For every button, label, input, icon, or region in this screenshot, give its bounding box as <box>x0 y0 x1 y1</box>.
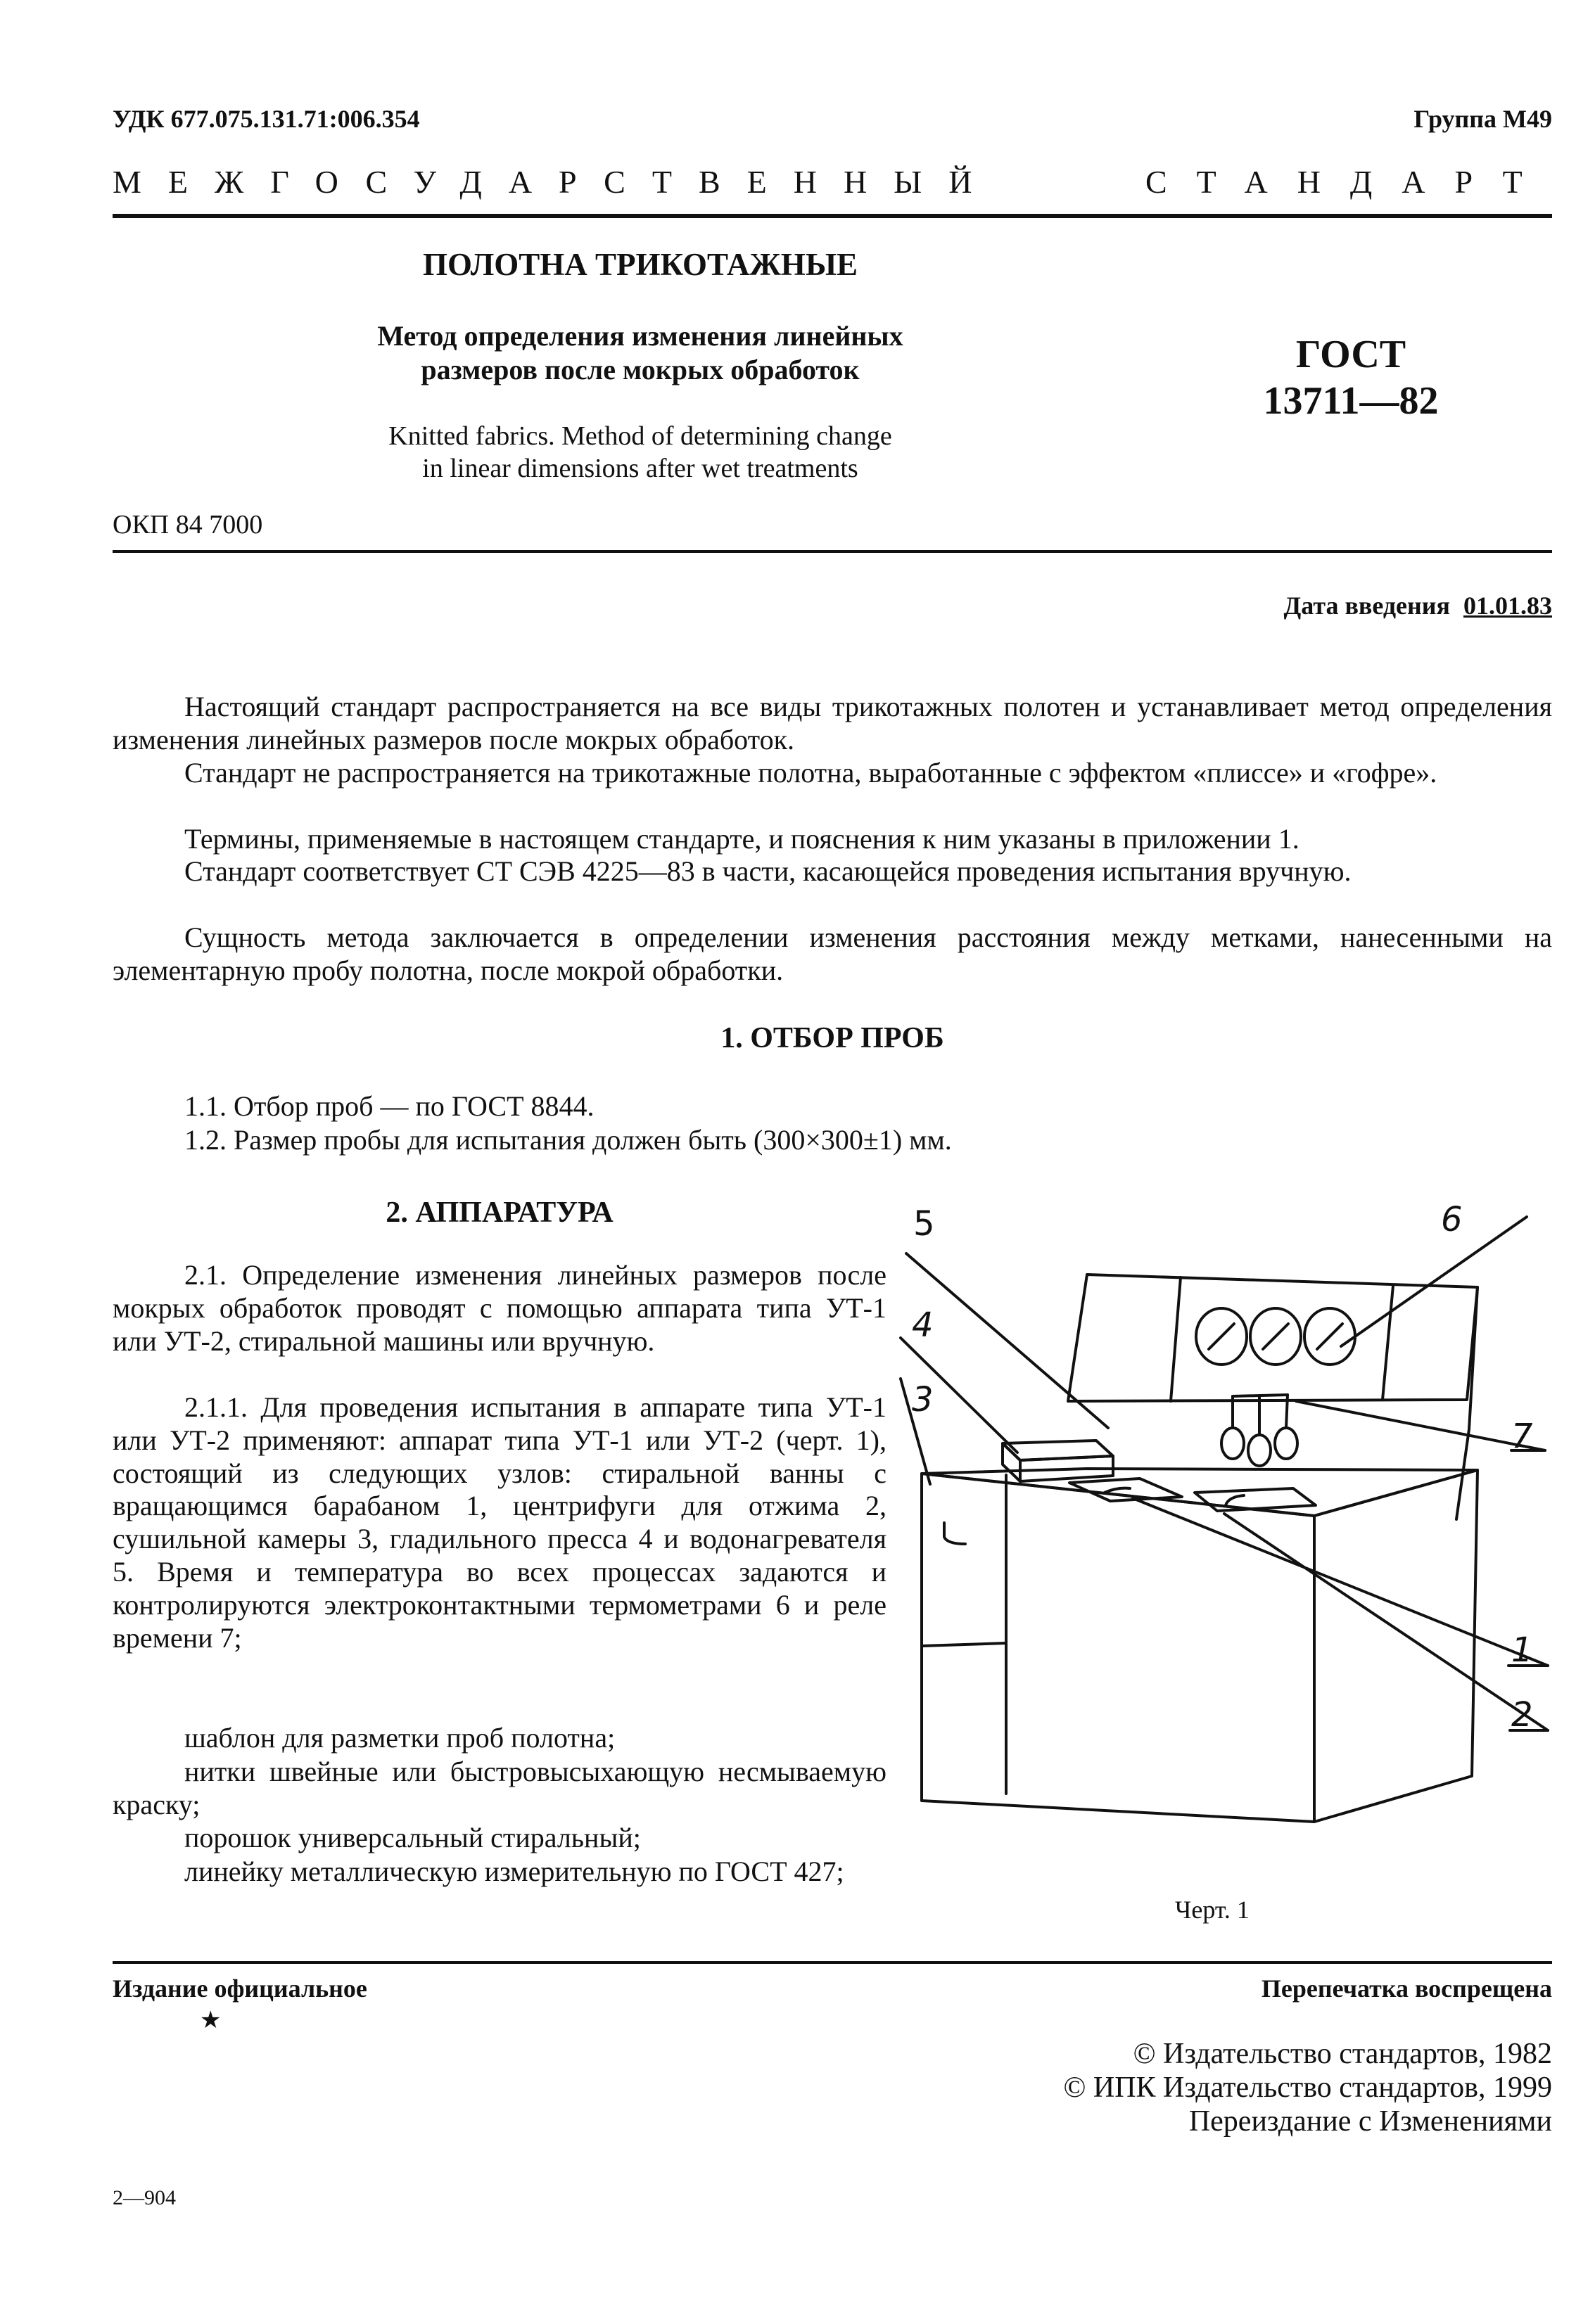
equipment-item-template: шаблон для разметки проб полотна; <box>184 1722 616 1754</box>
intro-paragraph-3: Термины, применяемые в настоящем стандарте, и пояснения к ним указаны в приложении 1. <box>184 823 1299 855</box>
washing-drum-lid <box>1069 1479 1182 1501</box>
english-title-line-1: Knitted fabrics. Method of determining change <box>388 421 892 451</box>
section-1-item-2: 1.2. Размер пробы для испытания должен быть (300×300±1) мм. <box>184 1124 952 1156</box>
centrifuge-lid <box>1195 1488 1316 1511</box>
apparatus-drawing <box>894 1189 1555 1934</box>
ironing-press <box>1003 1441 1113 1481</box>
gost-label: ГОСТ <box>1295 333 1406 376</box>
cabinet-front <box>922 1474 1314 1822</box>
section-1-item-1: 1.1. Отбор проб — по ГОСТ 8844. <box>184 1090 595 1122</box>
banner-left: МЕЖГОСУДАРСТВЕННЫЙ <box>113 164 999 200</box>
intro-paragraph-1: Настоящий стандарт распространяется на все виды трикотажных полотен и устанавливает метод определения изменения линейных размеров после мокрых обработок. <box>113 691 1552 755</box>
equipment-item-powder: порошок универсальный стиральный; <box>184 1822 641 1853</box>
copyright-1999: © ИПК Издательство стандартов, 1999 <box>1063 2071 1552 2104</box>
reprint-prohibited: Перепечатка воспрещена <box>1261 1974 1552 2003</box>
footer-rule <box>113 1961 1552 1964</box>
english-title-line-2: in linear dimensions after wet treatments <box>422 454 858 483</box>
section-1-heading: 1. ОТБОР ПРОБ <box>720 1022 944 1054</box>
intro-paragraph-2: Стандарт не распространяется на трикотажные полотна, выработанные с эффектом «плиссе» и «гофре». <box>184 757 1437 788</box>
intro-date <box>1284 591 1553 620</box>
figure-caption: Черт. 1 <box>1175 1896 1250 1924</box>
copyright-1982: © Издательство стандартов, 1982 <box>1133 2038 1552 2070</box>
cabinet-side <box>1314 1470 1478 1822</box>
banner-right: СТАНДАРТ <box>1145 164 1552 200</box>
page-code: 2—904 <box>113 2186 176 2209</box>
figure-label-3: 3 <box>912 1380 934 1419</box>
figure-label-5: 5 <box>913 1204 935 1244</box>
dryer-handle <box>944 1523 965 1544</box>
figure-label-7: 7 <box>1511 1417 1533 1456</box>
udk-code: УДК 677.075.131.71:006.354 <box>113 105 420 133</box>
subtitle-line-2: размеров после мокрых обработок <box>421 354 860 385</box>
intro-date-value: 01.01.83 <box>1463 592 1552 620</box>
gost-number: 13711—82 <box>1263 379 1439 423</box>
intro-paragraph-5: Сущность метода заключается в определении изменения расстояния между метками, нанесенными на элементарную пробу полотна, после мокрой обработки. <box>113 921 1552 986</box>
reissue-note: Переиздание с Изменениями <box>1188 2105 1552 2138</box>
okp-code: ОКП 84 7000 <box>113 510 263 540</box>
figure-label-4: 4 <box>912 1305 934 1345</box>
section-2-heading: 2. АППАРАТУРА <box>386 1196 614 1229</box>
document-title: ПОЛОТНА ТРИКОТАЖНЫЕ <box>422 247 858 282</box>
figure-label-2: 2 <box>1511 1695 1533 1735</box>
timer-relay <box>1221 1395 1297 1466</box>
title-rule <box>113 550 1552 553</box>
figure-label-1: 1 <box>1511 1630 1533 1670</box>
official-edition: Издание официальное <box>113 1974 367 2003</box>
paragraph-2-1-1: 2.1.1. Для проведения испытания в аппарате типа УТ-1 или УТ-2 применяют: аппарат типа УТ-1 или УТ-2 (черт. 1), состоящий из следующих узлов: стиральной ванны с вращающимся барабаном 1, центрифуги для отжима 2, сушильной камеры 3, гладильного пресса 4 и водонагревателя 5. Время и температура во всех процессах задаются и контролируются электроконтактными термометрами 6 и реле времени 7; <box>113 1391 887 1654</box>
subtitle-line-1: Метод определения изменения линейных <box>377 320 903 352</box>
intro-paragraph-4: Стандарт соответствует СТ СЭВ 4225—83 в части, касающейся проведения испытания вручную. <box>184 855 1352 887</box>
equipment-item-threads: нитки швейные или быстровысыхающую несмываемую краску; <box>113 1756 887 1820</box>
figure-label-6: 6 <box>1441 1200 1463 1239</box>
intro-date-label: Дата введения <box>1283 592 1450 620</box>
header-rule <box>113 214 1552 218</box>
star-mark: ★ <box>200 2006 222 2034</box>
thermometer-gauges <box>1196 1308 1355 1365</box>
paragraph-2-1: 2.1. Определение изменения линейных размеров после мокрых обработок проводят с помощью аппарата типа УТ-1 или УТ-2, стиральной машины или вручную. <box>113 1259 887 1357</box>
group-code: Группа М49 <box>1413 105 1552 133</box>
equipment-item-ruler: линейку металлическую измерительную по ГОСТ 427; <box>184 1856 844 1887</box>
